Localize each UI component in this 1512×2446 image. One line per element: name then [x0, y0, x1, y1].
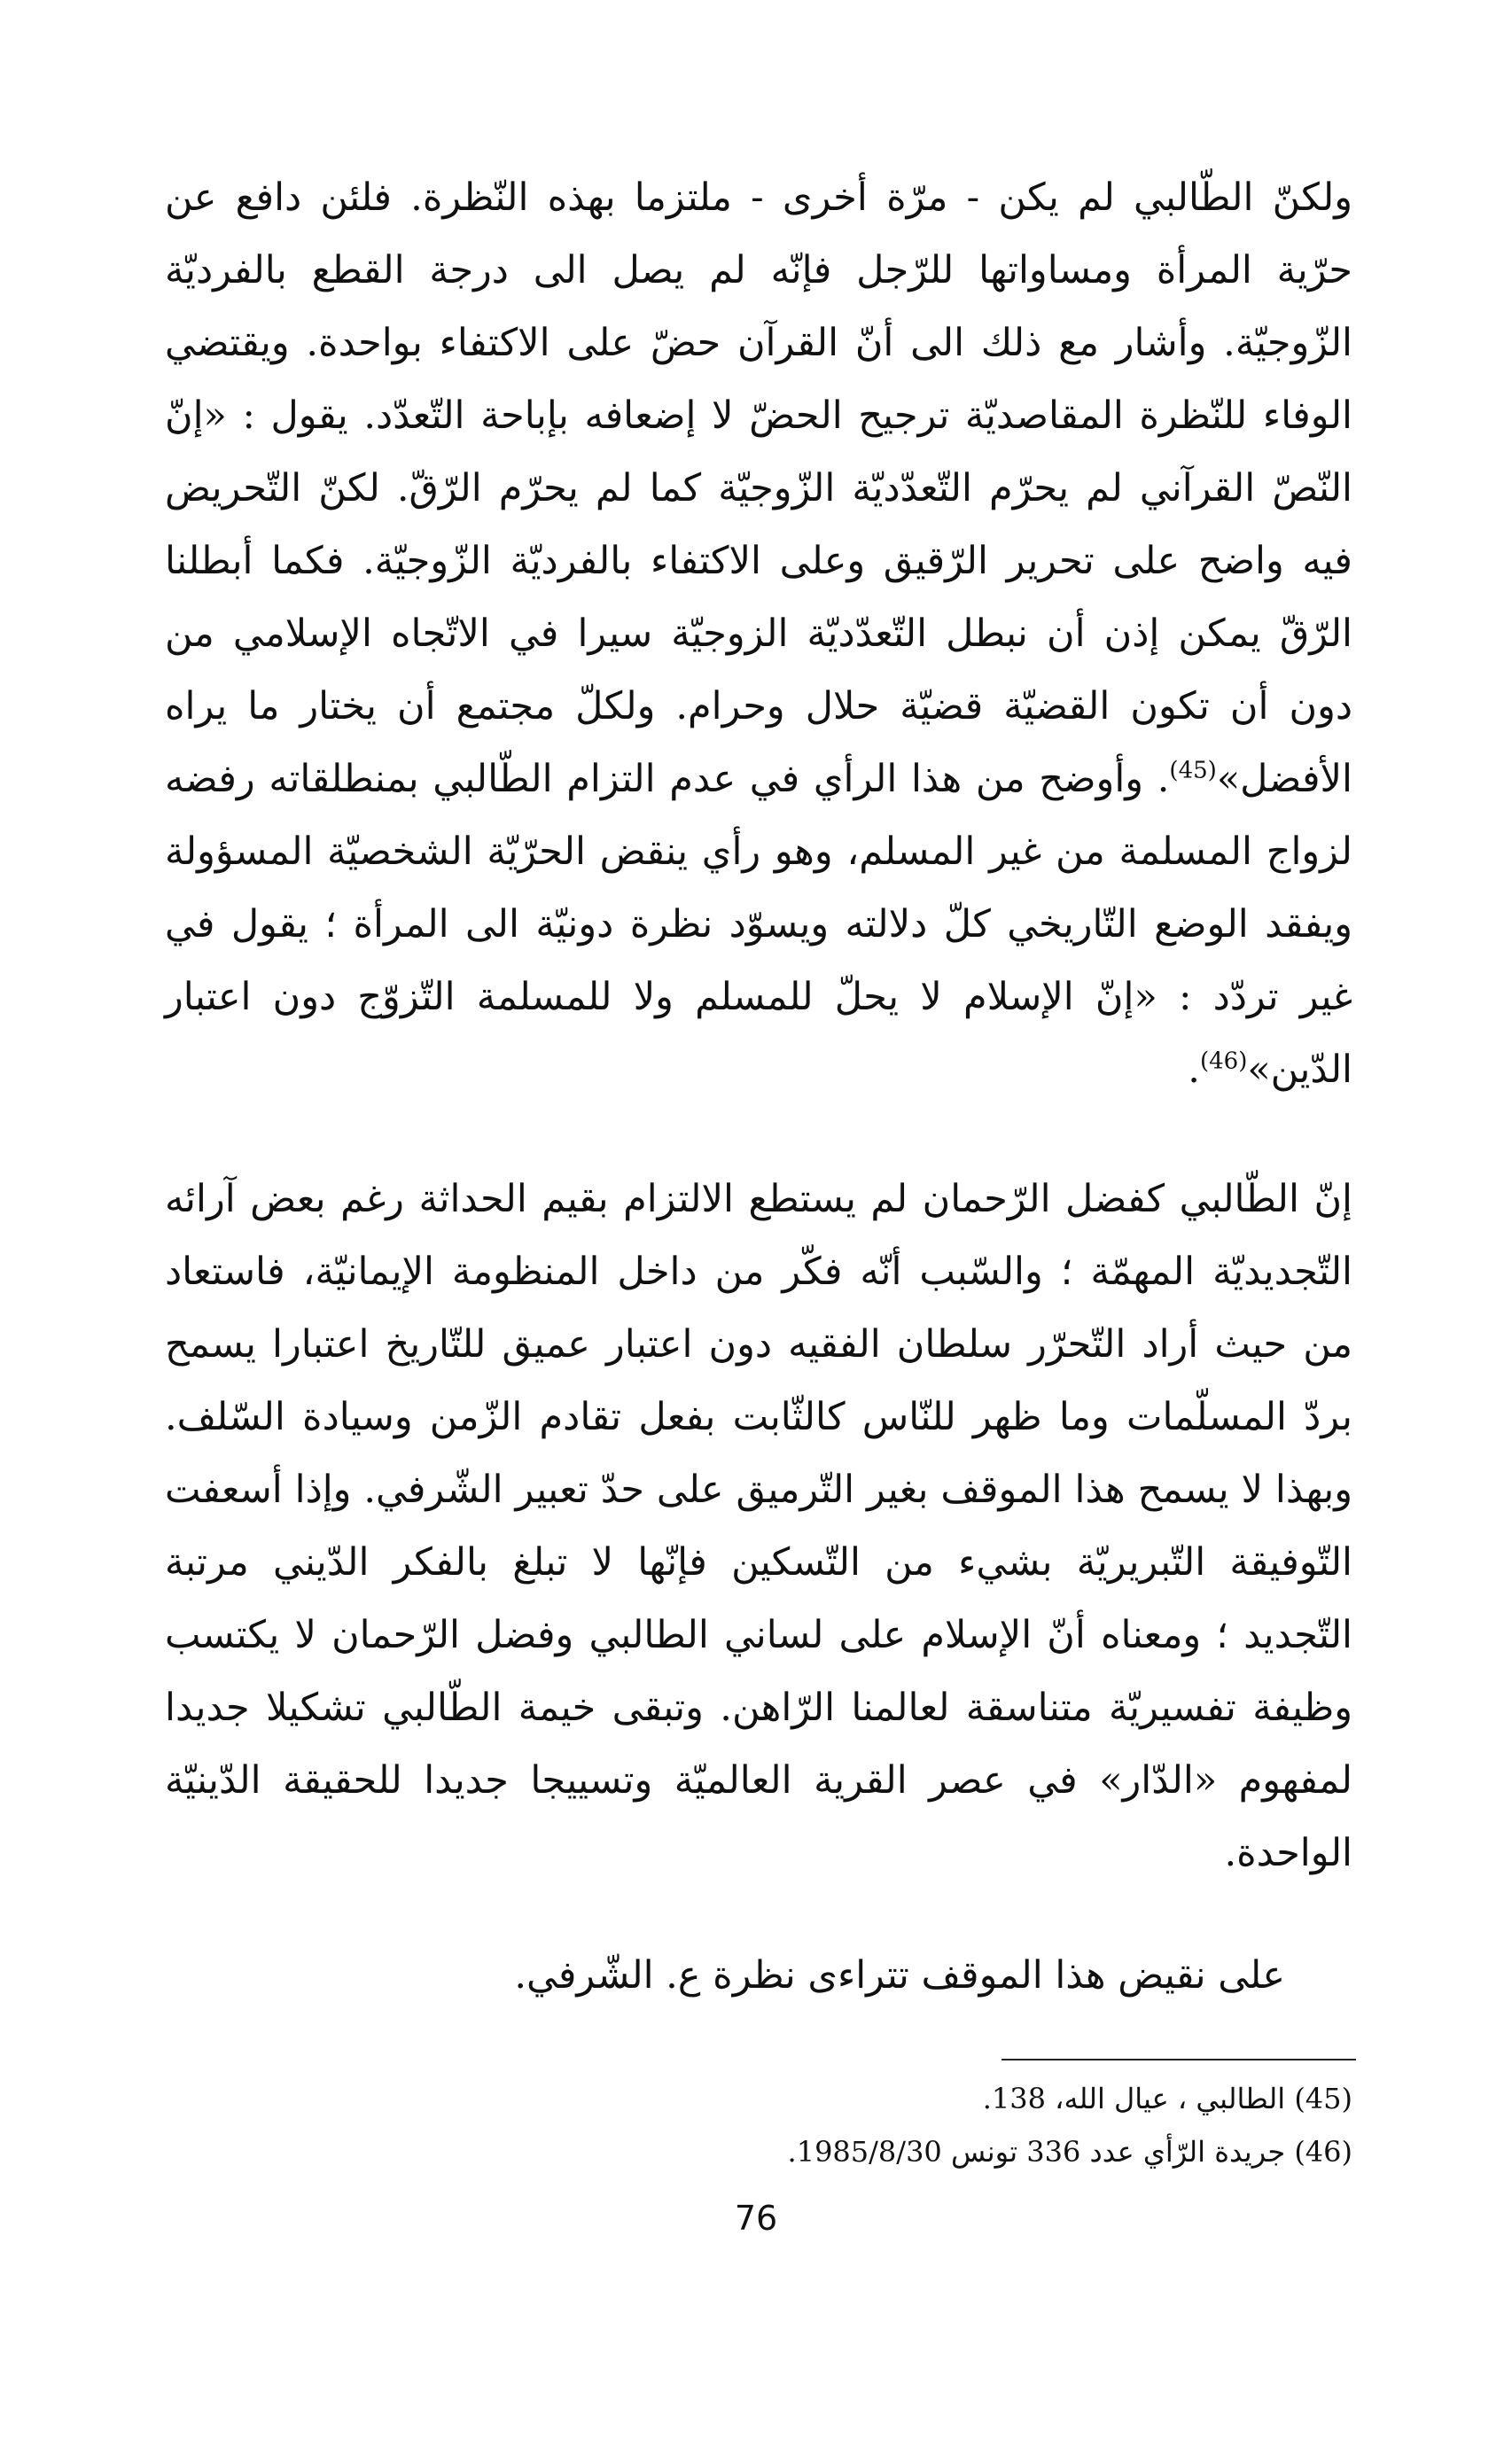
footnote-46: (46) جريدة الرّأي عدد 336 تونس 1985/8/30.: [787, 2135, 1352, 2169]
page-number: 76: [734, 2199, 778, 2238]
paragraph-1-text-a: ولكنّ الطّالبي لم يكن - مرّة أخرى - ملتزما بهذه النّظرة. فلئن دافع عن حرّية المرأة ومساواتها للرّجل فإنّه لم يصل الى درجة القطع بالفرديّة الزّوجيّة. وأشار مع ذلك الى أنّ القرآن حضّ على الاكتفاء بواحدة. ويقتضي الوفاء للنّظرة المقاصديّة ترجيح الحضّ لا إضعافه بإباحة التّعدّد. يقول : «إنّ النّصّ القرآني لم يحرّم التّعدّديّة الزّوجيّة كما لم يحرّم الرّقّ. لكنّ التّحريض فيه واضح على تحرير الرّقيق وعلى الاكتفاء بالفرديّة الزّوجيّة. فكما أبطلنا الرّقّ يمكن إذن أن نبطل التّعدّديّة الزوجيّة سيرا في الاتّجاه الإسلامي من دون أن تكون القضيّة قضيّة حلال وحرام. ولكلّ مجتمع أن يختار ما يراه الأفضل»: [165, 175, 1353, 801]
paragraph-1-text-c: .: [1188, 1048, 1200, 1092]
paragraph-3: على نقيض هذا الموقف تتراءى نظرة ع. الشّرفي.: [514, 1953, 1285, 1998]
footnote-ref-46[interactable]: (46): [1199, 1048, 1248, 1075]
paragraph-1: [165, 161, 1352, 1106]
footnote-45: (45) الطالبي ، عيال الله، 138.: [982, 2082, 1352, 2115]
footnote-separator: [1002, 2059, 1356, 2060]
footnotes: [165, 2072, 1352, 2178]
paragraph-2: إنّ الطّالبي كفضل الرّحمان لم يستطع الالتزام بقيم الحداثة رغم بعض آرائه التّجديديّة المهمّة ؛ والسّبب أنّه فكّر من داخل المنظومة الإيمانيّة، فاستعاد من حيث أراد التّحرّر سلطان الفقيه دون اعتبار عميق للتّاريخ اعتبارا يسمح بردّ المسلّمات وما ظهر للنّاس كالثّابت بفعل تقادم الزّمن وسيادة السّلف. وبهذا لا يسمح هذا الموقف بغير التّرميق على حدّ تعبير الشّرفي. وإذا أسعفت التّوفيقة التّبريريّة بشيء من التّسكين فإنّها لا تبلغ بالفكر الدّيني مرتبة التّجديد ؛ ومعناه أنّ الإسلام على لساني الطالبي وفضل الرّحمان لا يكتسب وظيفة تفسيريّة متناسقة لعالمنا الرّاهن. وتبقى خيمة الطّالبي تشكيلا جديدا لمفهوم «الدّار» في عصر القرية العالميّة وتسييجا جديدا للحقيقة الدّينيّة الواحدة.: [165, 1177, 1352, 1875]
footnote-ref-45[interactable]: (45): [1169, 757, 1217, 784]
paragraph-1-text-b: . وأوضح من هذا الرأي في عدم التزام الطّالبي بمنطلقاته رفضه لزواج المسلمة من غير المسلم، وهو رأي ينقض الحرّيّة الشخصيّة المسؤولة ويفقد الوضع التّاريخي كلّ دلالته ويسوّد نظرة دونيّة الى المرأة ؛ يقول في غير تردّد : «إنّ الإسلام لا يحلّ للمسلم ولا للمسلمة التّزوّج دون اعتبار الدّين»: [165, 757, 1352, 1092]
